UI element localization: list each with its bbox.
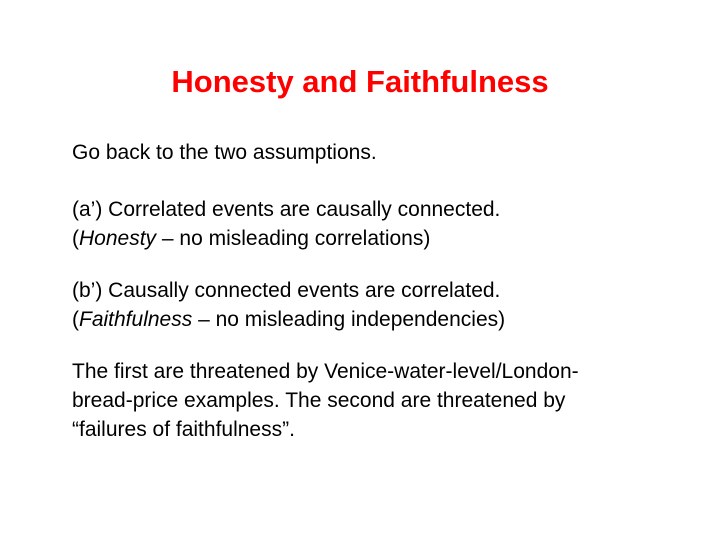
assumption-a-gloss (72, 224, 672, 253)
assumption-a-statement: (a’) Correlated events are causally connected. (72, 198, 501, 221)
assumption-a-open-paren: ( (72, 227, 79, 250)
intro-paragraph (72, 138, 672, 167)
assumption-b-gloss-rest: – no misleading independencies) (192, 308, 506, 331)
closing-line-1: The first are threatened by Venice-water-level/London- (72, 360, 579, 383)
assumption-b-paragraph (72, 276, 672, 334)
closing-line-2: bread-price examples. The second are threatened by (72, 389, 566, 412)
assumption-b-open-paren: ( (72, 308, 79, 331)
assumption-b-gloss (72, 305, 672, 334)
closing-line-3: “failures of faithfulness”. (72, 418, 295, 441)
intro-text: Go back to the two assumptions. (72, 141, 377, 164)
closing-paragraph (72, 357, 672, 444)
assumption-a-gloss-rest: – no misleading correlations) (156, 227, 431, 250)
assumption-a-paragraph (72, 195, 672, 253)
assumption-b-statement: (b’) Causally connected events are correlated. (72, 279, 501, 302)
faithfulness-term: Faithfulness (79, 308, 193, 331)
slide-title: Honesty and Faithfulness (171, 64, 549, 99)
slide-body (72, 138, 672, 467)
honesty-term: Honesty (79, 227, 157, 250)
